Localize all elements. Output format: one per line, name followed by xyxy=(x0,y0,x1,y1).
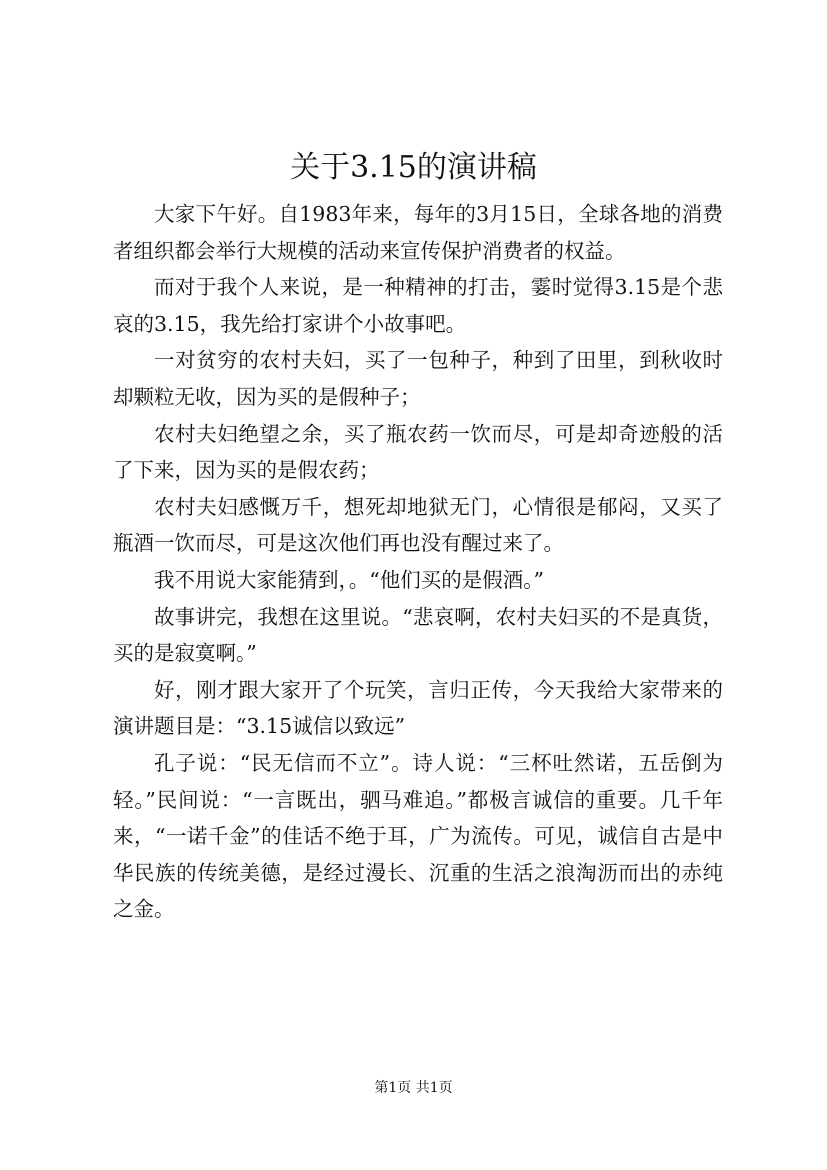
paragraph: 大家下午好。自1983年来，每年的3月15日，全球各地的消费者组织都会举行大规模的活动来宣传保护消费者的权益。 xyxy=(113,202,723,263)
paragraph: 故事讲完，我想在这里说。“悲哀啊，农村夫妇买的不是真货，买的是寂寞啊。” xyxy=(113,604,723,666)
paragraph: 农村夫妇感慨万千，想死却地狱无门，心情很是郁闷，又买了瓶酒一饮而尽，可是这次他们再也没有醒过来了。 xyxy=(113,494,723,556)
paragraph: 一对贫穷的农村夫妇，买了一包种子，种到了田里，到秋收时却颗粒无收，因为买的是假种子； xyxy=(113,348,723,409)
page-number-footer: 第1页 共1页 xyxy=(374,1080,453,1096)
document-title: 关于3.15的演讲稿 xyxy=(290,150,537,185)
paragraph: 孔子说：“民无信而不立”。诗人说：“三杯吐然诺，五岳倒为轻。”民间说：“一言既出，驷马难追。”都极言诚信的重要。几千年来，“一诺千金”的佳话不绝于耳，广为流传。可见，诚信自古是中华民族的传统美德，是经过漫长、沉重的生活之浪淘沥而出的赤纯之金。 xyxy=(113,750,723,922)
document-body xyxy=(113,196,723,928)
paragraph: 我不用说大家能猜到，。“他们买的是假酒。” xyxy=(154,567,544,592)
paragraph: 好，刚才跟大家开了个玩笑，言归正传，今天我给大家带来的演讲题目是：“3.15诚信以致远” xyxy=(113,677,723,739)
paragraph: 而对于我个人来说，是一种精神的打击，霎时觉得3.15是个悲哀的3.15，我先给打家讲个小故事吧。 xyxy=(113,275,723,336)
paragraph: 农村夫妇绝望之余，买了瓶农药一饮而尽，可是却奇迹般的活了下来，因为买的是假农药； xyxy=(113,421,723,483)
